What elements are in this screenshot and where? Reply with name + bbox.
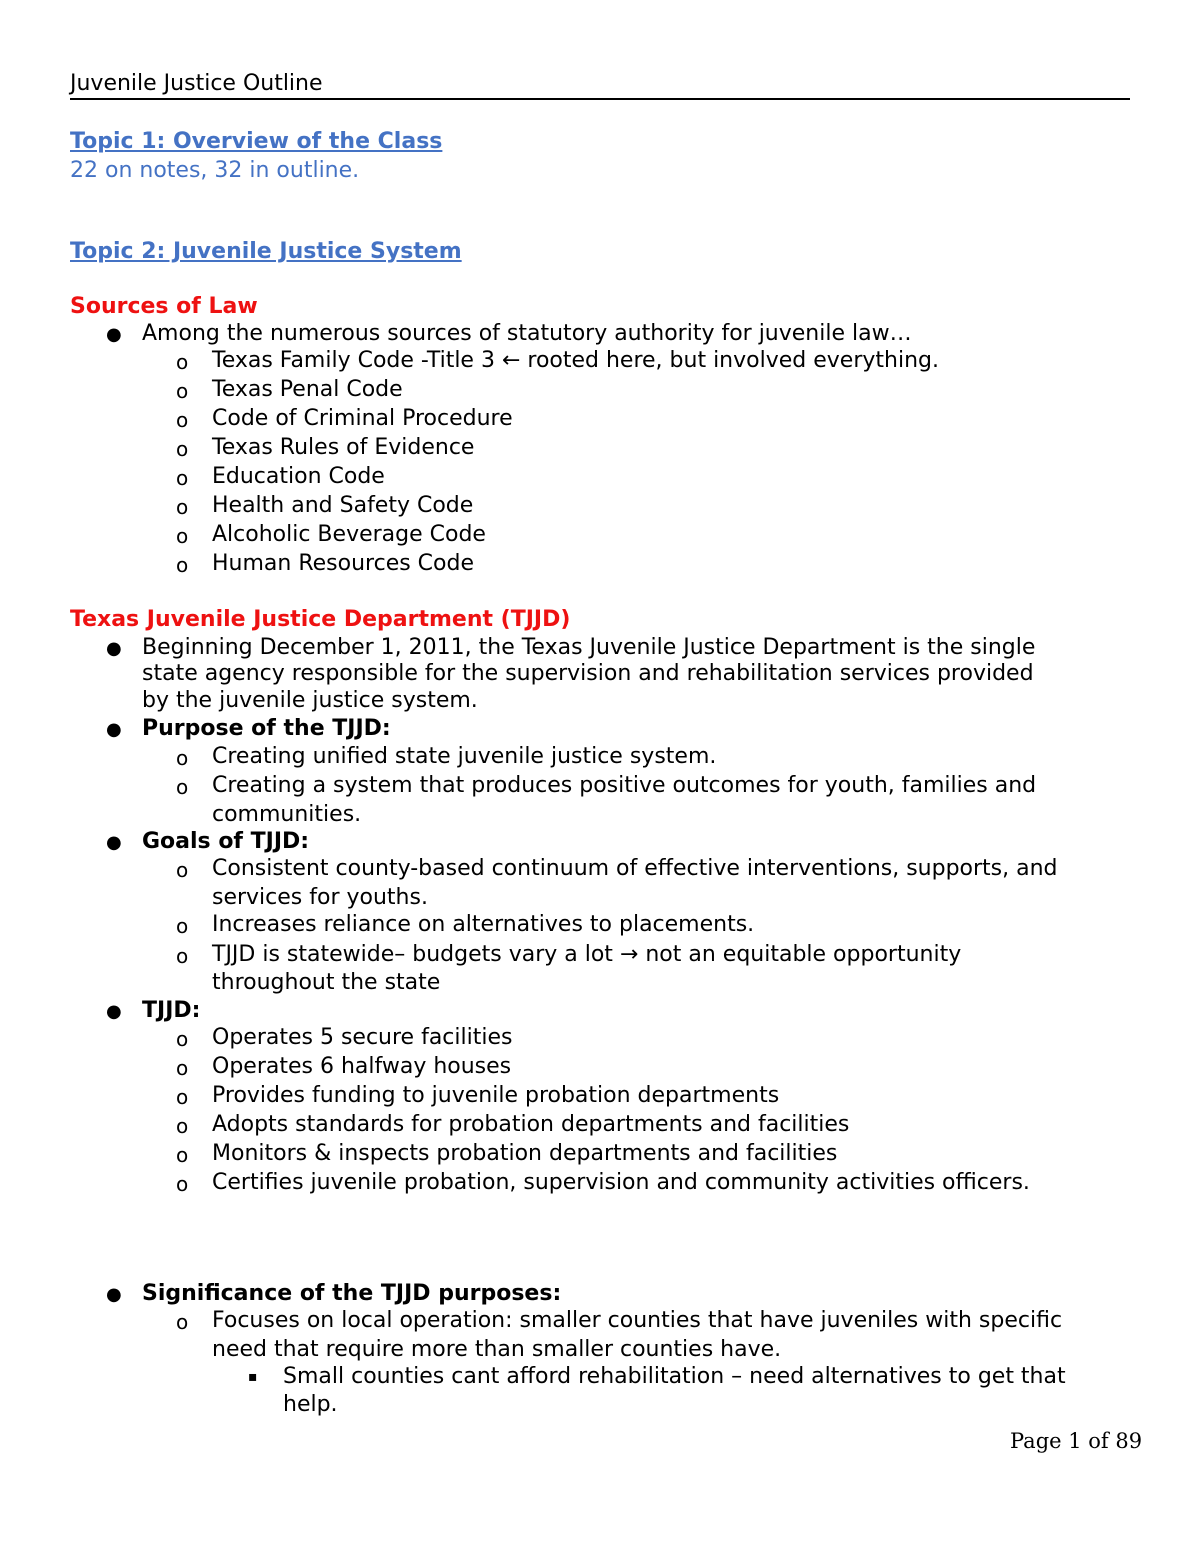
sub-bullet-icon: o (176, 437, 189, 461)
sub-bullet-icon: o (176, 379, 189, 403)
tjjd-item: Certifies juvenile probation, supervision and community activities officers. (212, 1170, 1030, 1195)
sub-bullet-icon: o (176, 746, 189, 770)
sources-item: Alcoholic Beverage Code (212, 522, 486, 547)
sub-bullet-icon: o (176, 1027, 189, 1051)
square-bullet-icon: ▪ (248, 1369, 258, 1385)
bullet-icon: ● (106, 719, 122, 740)
tjjd-intro-line: Beginning December 1, 2011, the Texas Juvenile Justice Department is the single (142, 635, 1036, 660)
bullet-icon: ● (106, 324, 122, 345)
sub-bullet-icon: o (176, 524, 189, 548)
header-rule (70, 98, 1130, 100)
sources-intro: Among the numerous sources of statutory authority for juvenile law… (142, 321, 912, 346)
topic-1-note: 22 on notes, 32 in outline. (70, 158, 360, 183)
goals-item-cont: services for youths. (212, 885, 428, 910)
topic-1-title: Topic 1: Overview of the Class (70, 129, 443, 154)
sources-item: Code of Criminal Procedure (212, 406, 513, 431)
bullet-icon: ● (106, 1284, 122, 1305)
goals-item: Consistent county-based continuum of effective interventions, supports, and (212, 856, 1058, 881)
goals-item: Increases reliance on alternatives to placements. (212, 912, 755, 937)
sub-bullet-icon: o (176, 914, 189, 938)
sub-bullet-icon: o (176, 858, 189, 882)
bullet-icon: ● (106, 638, 122, 659)
topic-2-title: Topic 2: Juvenile Justice System (70, 239, 462, 264)
sources-item: Human Resources Code (212, 551, 475, 576)
sources-item: Texas Penal Code (212, 377, 403, 402)
tjjd-item: Adopts standards for probation departments and facilities (212, 1112, 850, 1137)
tjjd-item: Operates 5 secure facilities (212, 1025, 513, 1050)
significance-sub-item: Small counties cant afford rehabilitation – need alternatives to get that (283, 1364, 1066, 1389)
sources-item: Texas Rules of Evidence (212, 435, 475, 460)
bullet-icon: ● (106, 1001, 122, 1022)
bullet-icon: ● (106, 832, 122, 853)
tjjd-intro-line: state agency responsible for the supervision and rehabilitation services provided (142, 661, 1034, 686)
sub-bullet-icon: o (176, 1085, 189, 1109)
sub-bullet-icon: o (176, 1143, 189, 1167)
sources-item: Health and Safety Code (212, 493, 474, 518)
tjjd-item: Operates 6 halfway houses (212, 1054, 512, 1079)
sub-bullet-icon: o (176, 775, 189, 799)
sub-bullet-icon: o (176, 466, 189, 490)
sub-bullet-icon: o (176, 553, 189, 577)
sub-bullet-icon: o (176, 1056, 189, 1080)
purpose-item: Creating a system that produces positive outcomes for youth, families and (212, 773, 1037, 798)
sub-bullet-icon: o (176, 350, 189, 374)
purpose-label: Purpose of the TJJD: (142, 716, 391, 741)
sources-item: Education Code (212, 464, 385, 489)
purpose-item-cont: communities. (212, 802, 362, 827)
goals-item-cont: throughout the state (212, 970, 441, 995)
sources-item: Texas Family Code -Title 3 ← rooted here, but involved everything. (212, 348, 939, 373)
sub-bullet-icon: o (176, 1114, 189, 1138)
goals-label: Goals of TJJD: (142, 829, 310, 854)
significance-label: Significance of the TJJD purposes: (142, 1281, 562, 1306)
tjjd-item: Monitors & inspects probation departments and facilities (212, 1141, 838, 1166)
tjjd-intro-line: by the juvenile justice system. (142, 688, 478, 713)
goals-item: TJJD is statewide– budgets vary a lot → not an equitable opportunity (212, 942, 962, 967)
tjjd-item: Provides funding to juvenile probation departments (212, 1083, 780, 1108)
purpose-item: Creating unified state juvenile justice system. (212, 744, 717, 769)
significance-item-cont: need that require more than smaller counties have. (212, 1337, 782, 1362)
sub-bullet-icon: o (176, 1310, 189, 1334)
page-number: Page 1 of 89 (1010, 1429, 1143, 1453)
sub-bullet-icon: o (176, 408, 189, 432)
significance-sub-item-cont: help. (283, 1392, 338, 1417)
sub-bullet-icon: o (176, 495, 189, 519)
tjjd-label: TJJD: (142, 998, 201, 1023)
sub-bullet-icon: o (176, 944, 189, 968)
tjjd-heading: Texas Juvenile Justice Department (TJJD) (70, 607, 571, 632)
sub-bullet-icon: o (176, 1172, 189, 1196)
header-title: Juvenile Justice Outline (70, 71, 323, 96)
significance-item: Focuses on local operation: smaller counties that have juveniles with specific (212, 1308, 1063, 1333)
sources-heading: Sources of Law (70, 294, 258, 319)
